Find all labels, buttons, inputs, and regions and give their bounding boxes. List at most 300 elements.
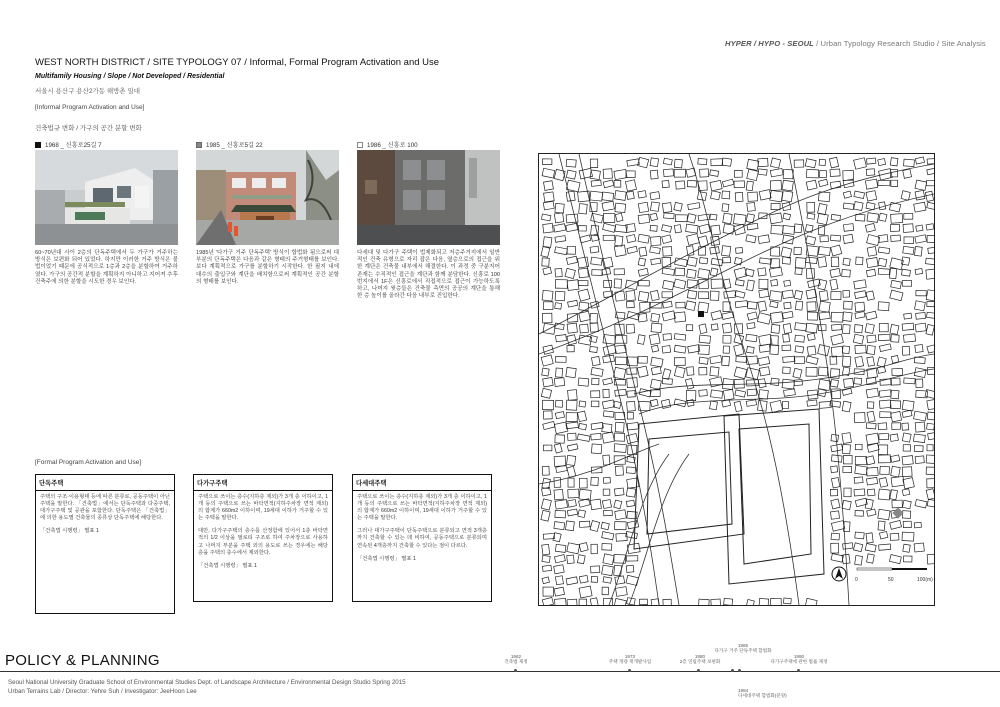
building-footprint xyxy=(616,533,627,541)
building-footprint xyxy=(603,169,612,179)
building-footprint xyxy=(650,399,658,406)
building-footprint xyxy=(927,301,934,306)
building-footprint xyxy=(914,202,926,212)
building-footprint xyxy=(579,543,588,552)
building-footprint xyxy=(579,324,588,333)
building-footprint xyxy=(904,237,913,244)
building-footprint xyxy=(663,158,672,165)
building-footprint xyxy=(603,577,612,584)
building-footprint xyxy=(807,333,815,340)
building-footprint xyxy=(662,268,674,276)
building-footprint xyxy=(686,301,696,311)
building-footprint xyxy=(867,554,875,563)
building-footprint xyxy=(615,422,624,432)
building-footprint xyxy=(686,246,694,256)
box-divider xyxy=(353,490,491,491)
box-paragraph: 주택으로 쓰이는 층수(지하층 제외)가 3개 층 이하이고, 1개 동의 주택으로 쓰는 바닥면적(지하주차장 면적 제외)의 합계가 660m2 이하이며, 19세대 이하가 거주할 수 있는 주택을 말한다. xyxy=(198,494,328,522)
building-footprint xyxy=(711,324,718,330)
building-footprint xyxy=(819,159,826,165)
building-footprint xyxy=(927,399,934,410)
building-footprint xyxy=(710,291,719,300)
building-footprint xyxy=(891,455,900,462)
building-footprint xyxy=(831,521,844,532)
building-footprint xyxy=(831,214,840,220)
building-footprint xyxy=(926,455,934,464)
building-footprint xyxy=(927,312,934,318)
informal-section-label: [Informal Program Activation and Use] xyxy=(35,104,145,111)
building-footprint xyxy=(555,247,568,255)
building-footprint xyxy=(710,214,717,220)
building-footprint xyxy=(543,533,554,539)
building-footprint xyxy=(736,356,747,362)
building-footprint xyxy=(902,423,909,430)
building-footprint xyxy=(758,268,766,276)
building-footprint xyxy=(579,311,591,321)
building-footprint xyxy=(554,456,566,466)
building-footprint xyxy=(590,499,601,510)
building-footprint xyxy=(878,521,885,530)
building-footprint xyxy=(637,335,645,345)
building-footprint xyxy=(902,456,913,465)
building-footprint xyxy=(914,543,924,552)
building-footprint xyxy=(590,323,598,332)
building-footprint xyxy=(664,213,675,219)
building-footprint xyxy=(902,281,911,287)
building-footprint xyxy=(626,235,635,243)
building-footprint xyxy=(699,292,709,299)
building-footprint xyxy=(928,247,934,254)
building-footprint xyxy=(566,170,576,179)
building-footprint xyxy=(879,544,891,550)
building-footprint xyxy=(651,313,660,322)
building-footprint xyxy=(699,368,707,375)
building-footprint xyxy=(806,289,817,299)
building-footprint xyxy=(819,401,831,408)
building-footprint xyxy=(890,324,899,334)
building-footprint xyxy=(723,213,733,224)
building-footprint xyxy=(891,280,902,288)
building-footprint xyxy=(556,368,563,377)
building-footprint xyxy=(626,531,638,538)
building-footprint xyxy=(698,269,710,279)
building-footprint xyxy=(687,290,696,299)
building-footprint xyxy=(831,291,841,299)
building-footprint xyxy=(711,258,722,265)
building-footprint xyxy=(638,214,650,224)
building-footprint xyxy=(890,224,899,231)
timeline-dot xyxy=(514,669,517,672)
building-footprint xyxy=(842,356,851,367)
building-footprint xyxy=(734,267,747,278)
building-footprint xyxy=(565,268,575,278)
building-footprint xyxy=(711,225,721,235)
building-footprint xyxy=(698,302,709,313)
building-footprint xyxy=(544,181,554,191)
building-footprint xyxy=(758,357,770,366)
timeline-dot xyxy=(697,669,700,672)
building-footprint xyxy=(555,303,562,310)
building-footprint xyxy=(578,510,586,518)
building-footprint xyxy=(700,169,709,177)
building-footprint xyxy=(770,345,779,355)
building-footprint xyxy=(615,412,625,419)
legend-swatch-icon xyxy=(357,142,363,148)
building-footprint xyxy=(747,202,756,211)
building-footprint xyxy=(723,346,729,353)
building-footprint xyxy=(626,433,638,443)
building-footprint xyxy=(615,213,623,221)
building-footprint xyxy=(602,400,614,409)
building-footprint xyxy=(783,598,791,604)
building-footprint xyxy=(794,247,801,254)
building-footprint xyxy=(928,432,934,439)
building-footprint xyxy=(782,311,793,318)
building-footprint xyxy=(889,555,901,564)
building-footprint xyxy=(735,280,744,286)
building-footprint xyxy=(543,587,554,596)
building-footprint xyxy=(782,379,794,389)
building-footprint xyxy=(542,368,550,376)
building-footprint xyxy=(770,158,780,168)
building-footprint xyxy=(915,456,924,464)
box-paragraph: 대만, 다가구주택의 층수를 산정함에 있어서 1층 바닥면적의 1/2 이상을 필로티 구조로 하여 주차장으로 사용하고 나머지 부분을 주택 외의 용도로 쓰는 경우에는 해당 층을 주택의 층수에서 제외한다. xyxy=(198,528,328,556)
building-footprint xyxy=(927,479,934,488)
building-footprint xyxy=(543,421,555,429)
building-footprint xyxy=(688,203,700,210)
building-footprint xyxy=(638,313,647,322)
building-footprint xyxy=(927,445,933,451)
building-footprint xyxy=(747,159,759,170)
building-footprint xyxy=(675,258,688,267)
building-footprint xyxy=(879,169,893,181)
building-footprint xyxy=(843,466,852,472)
building-footprint xyxy=(555,291,565,301)
building-footprint xyxy=(591,422,603,429)
timeline-year: 1973 xyxy=(624,654,636,659)
building-footprint xyxy=(616,587,628,597)
building-footprint xyxy=(770,301,778,308)
building-footprint xyxy=(831,554,843,563)
informal-heading: 건축법규 변화 / 가구의 공간 분할 변화 xyxy=(35,125,142,132)
building-footprint xyxy=(819,312,830,320)
building-footprint xyxy=(698,214,710,221)
building-footprint xyxy=(878,269,889,275)
building-footprint xyxy=(614,269,624,275)
building-footprint xyxy=(782,345,791,351)
building-footprint xyxy=(818,345,830,356)
building-footprint xyxy=(676,181,685,189)
building-footprint xyxy=(734,367,747,379)
building-footprint xyxy=(554,587,564,596)
building-footprint xyxy=(710,401,718,410)
building-footprint xyxy=(663,247,672,257)
building-footprint xyxy=(914,357,925,364)
building-footprint xyxy=(843,312,853,322)
building-footprint xyxy=(627,521,638,529)
building-footprint xyxy=(542,555,550,562)
building-footprint xyxy=(771,378,779,385)
building-footprint xyxy=(890,434,898,441)
building-footprint xyxy=(925,390,934,399)
building-footprint xyxy=(615,336,627,344)
building-footprint xyxy=(627,378,638,388)
building-footprint xyxy=(771,203,780,209)
building-footprint xyxy=(541,214,550,221)
building-footprint xyxy=(627,401,636,411)
building-footprint xyxy=(927,202,934,210)
building-footprint xyxy=(783,324,791,334)
building-footprint xyxy=(771,279,778,286)
building-footprint xyxy=(891,378,900,385)
building-footprint xyxy=(627,412,633,419)
building-footprint xyxy=(770,400,783,412)
building-footprint xyxy=(890,290,903,301)
building-footprint xyxy=(591,401,599,407)
building-footprint xyxy=(842,325,850,334)
building-footprint xyxy=(806,180,817,190)
building-footprint xyxy=(567,555,574,564)
building-footprint xyxy=(602,192,614,201)
case-caption-text: 1985 _ 신흥로5길 22 xyxy=(206,142,263,149)
building-footprint xyxy=(842,500,851,509)
building-footprint xyxy=(625,180,636,191)
building-footprint xyxy=(892,500,903,508)
building-footprint xyxy=(794,357,804,364)
building-footprint xyxy=(734,224,746,235)
building-footprint xyxy=(674,367,685,378)
building-footprint xyxy=(745,269,754,277)
building-footprint xyxy=(590,335,598,342)
building-footprint xyxy=(542,597,553,605)
building-footprint xyxy=(746,214,754,223)
building-footprint xyxy=(662,292,672,298)
building-footprint xyxy=(843,258,851,266)
page-subtitle: Multifamily Housing / Slope / Not Developed / Residential xyxy=(35,73,225,80)
building-footprint xyxy=(579,599,587,605)
building-footprint xyxy=(710,170,719,177)
building-photo-icon xyxy=(357,150,500,245)
building-footprint xyxy=(735,192,743,201)
building-footprint xyxy=(603,554,614,565)
building-footprint xyxy=(916,290,926,295)
building-footprint xyxy=(842,346,849,354)
building-footprint xyxy=(831,444,843,452)
building-footprint xyxy=(927,235,934,242)
building-footprint xyxy=(866,169,875,176)
building-footprint xyxy=(567,444,578,451)
building-footprint xyxy=(916,312,926,319)
building-footprint xyxy=(747,323,755,329)
building-footprint xyxy=(843,224,853,232)
building-footprint xyxy=(878,247,889,254)
case-photo-1 xyxy=(35,150,178,245)
definition-box-multi-household xyxy=(193,474,333,602)
building-footprint xyxy=(674,345,686,353)
building-footprint xyxy=(554,224,566,232)
building-footprint xyxy=(662,203,672,213)
building-footprint xyxy=(903,246,914,254)
building-footprint xyxy=(638,291,649,301)
building-footprint xyxy=(602,532,614,540)
building-footprint xyxy=(830,268,841,277)
building-footprint xyxy=(567,246,575,254)
building-footprint xyxy=(758,158,768,167)
building-footprint xyxy=(854,191,865,198)
building-footprint xyxy=(615,510,627,520)
box-paragraph: 그러나 대가구주택이 단독주택으로 분류되고 면적 3개층까지 건축할 수 있는 데 비하여, 공동주택으로 분류되며 연속된 4개층까지 건축할 수 있다는 점이 다르다. xyxy=(357,528,487,549)
building-footprint xyxy=(818,247,830,256)
timeline-event-1980 xyxy=(672,654,728,665)
building-footprint xyxy=(855,555,863,565)
building-footprint xyxy=(699,324,707,334)
building-footprint xyxy=(878,455,890,463)
building-footprint xyxy=(710,377,723,387)
building-footprint xyxy=(602,565,614,576)
building-footprint xyxy=(650,170,658,179)
building-footprint xyxy=(626,500,634,507)
building-footprint xyxy=(626,488,636,497)
building-footprint xyxy=(795,268,802,275)
building-footprint xyxy=(601,522,609,530)
studio-header xyxy=(725,39,986,48)
building-footprint xyxy=(915,157,924,164)
building-footprint xyxy=(542,544,550,555)
formal-section-label: [Formal Program Activation and Use] xyxy=(35,459,142,466)
building-footprint xyxy=(723,224,734,234)
building-footprint xyxy=(891,466,901,477)
building-footprint xyxy=(723,335,731,343)
building-footprint xyxy=(734,257,742,264)
building-footprint xyxy=(892,368,903,375)
building-footprint xyxy=(699,247,706,255)
building-footprint xyxy=(650,225,657,231)
building-footprint xyxy=(711,599,721,605)
building-footprint xyxy=(926,269,934,279)
building-footprint xyxy=(831,334,844,345)
building-footprint xyxy=(686,325,692,331)
building-footprint xyxy=(639,599,647,605)
building-footprint xyxy=(734,401,742,412)
building-footprint xyxy=(806,323,818,333)
building-footprint xyxy=(724,598,733,605)
building-footprint xyxy=(782,290,793,298)
building-footprint xyxy=(879,531,887,538)
building-footprint xyxy=(650,390,660,397)
building-footprint xyxy=(544,192,555,202)
building-footprint xyxy=(794,224,802,233)
building-footprint xyxy=(687,234,700,246)
building-footprint xyxy=(674,334,686,341)
building-footprint xyxy=(890,490,898,500)
page-title: WEST NORTH DISTRICT / SITE TYPOLOGY 07 / Informal, Formal Program Activation and Use xyxy=(35,57,440,68)
building-footprint xyxy=(733,214,746,225)
building-footprint xyxy=(890,533,899,540)
building-footprint xyxy=(831,455,842,462)
box-body xyxy=(36,494,174,535)
building-footprint xyxy=(830,489,837,496)
building-footprint xyxy=(615,291,625,301)
building-footprint xyxy=(855,510,864,516)
building-footprint xyxy=(615,191,627,201)
building-footprint xyxy=(903,224,913,233)
building-footprint xyxy=(626,291,635,301)
building-footprint xyxy=(855,302,865,312)
building-footprint xyxy=(711,279,723,288)
figure-ground-map xyxy=(539,154,934,605)
building-footprint xyxy=(855,291,867,299)
building-footprint xyxy=(722,323,731,333)
building-footprint xyxy=(590,314,597,324)
building-footprint xyxy=(926,258,934,265)
building-footprint xyxy=(746,235,756,243)
building-footprint xyxy=(579,302,589,311)
building-footprint xyxy=(555,280,567,289)
timeline-year: 1962 xyxy=(510,654,522,659)
building-footprint xyxy=(880,466,890,474)
building-footprint xyxy=(615,576,625,584)
building-footprint xyxy=(915,422,925,432)
building-footprint xyxy=(842,444,850,454)
building-footprint xyxy=(602,201,614,211)
building-footprint xyxy=(735,390,746,397)
timeline-year: 1980 xyxy=(694,654,706,659)
building-footprint xyxy=(807,346,816,355)
timeline-dot xyxy=(797,669,800,672)
building-footprint xyxy=(674,279,686,289)
building-footprint xyxy=(770,213,783,224)
building-footprint xyxy=(567,335,577,345)
building-footprint xyxy=(926,467,934,475)
box-reference: 「건축법 시행령」 별표 1 xyxy=(357,555,416,562)
building-footprint xyxy=(568,390,578,401)
building-footprint xyxy=(771,598,782,605)
building-footprint xyxy=(746,368,759,380)
building-footprint xyxy=(613,367,625,379)
building-footprint xyxy=(699,335,710,343)
building-footprint xyxy=(926,324,934,335)
building-footprint xyxy=(603,489,610,495)
building-footprint xyxy=(878,302,889,311)
building-footprint xyxy=(748,192,758,201)
building-footprint xyxy=(579,575,588,583)
building-footprint xyxy=(795,346,804,353)
building-footprint xyxy=(541,388,551,398)
building-footprint xyxy=(783,356,795,362)
box-title: 다세대주택 xyxy=(356,480,387,487)
building-footprint xyxy=(698,236,708,247)
building-footprint xyxy=(722,158,732,166)
building-footprint xyxy=(554,444,562,453)
building-footprint xyxy=(795,258,806,269)
case-caption-3 xyxy=(357,140,418,149)
building-footprint xyxy=(699,279,709,289)
building-footprint xyxy=(567,455,576,465)
building-footprint xyxy=(723,389,734,400)
building-footprint xyxy=(555,510,566,517)
building-footprint xyxy=(866,388,878,398)
building-footprint xyxy=(735,301,747,308)
building-footprint xyxy=(676,302,685,308)
building-footprint xyxy=(902,532,914,541)
building-footprint xyxy=(866,311,877,320)
building-footprint xyxy=(568,478,574,487)
building-footprint xyxy=(567,346,574,352)
building-footprint xyxy=(902,410,912,417)
building-footprint xyxy=(805,225,813,233)
building-footprint xyxy=(542,577,549,584)
building-footprint xyxy=(855,457,866,465)
building-footprint xyxy=(902,489,910,496)
